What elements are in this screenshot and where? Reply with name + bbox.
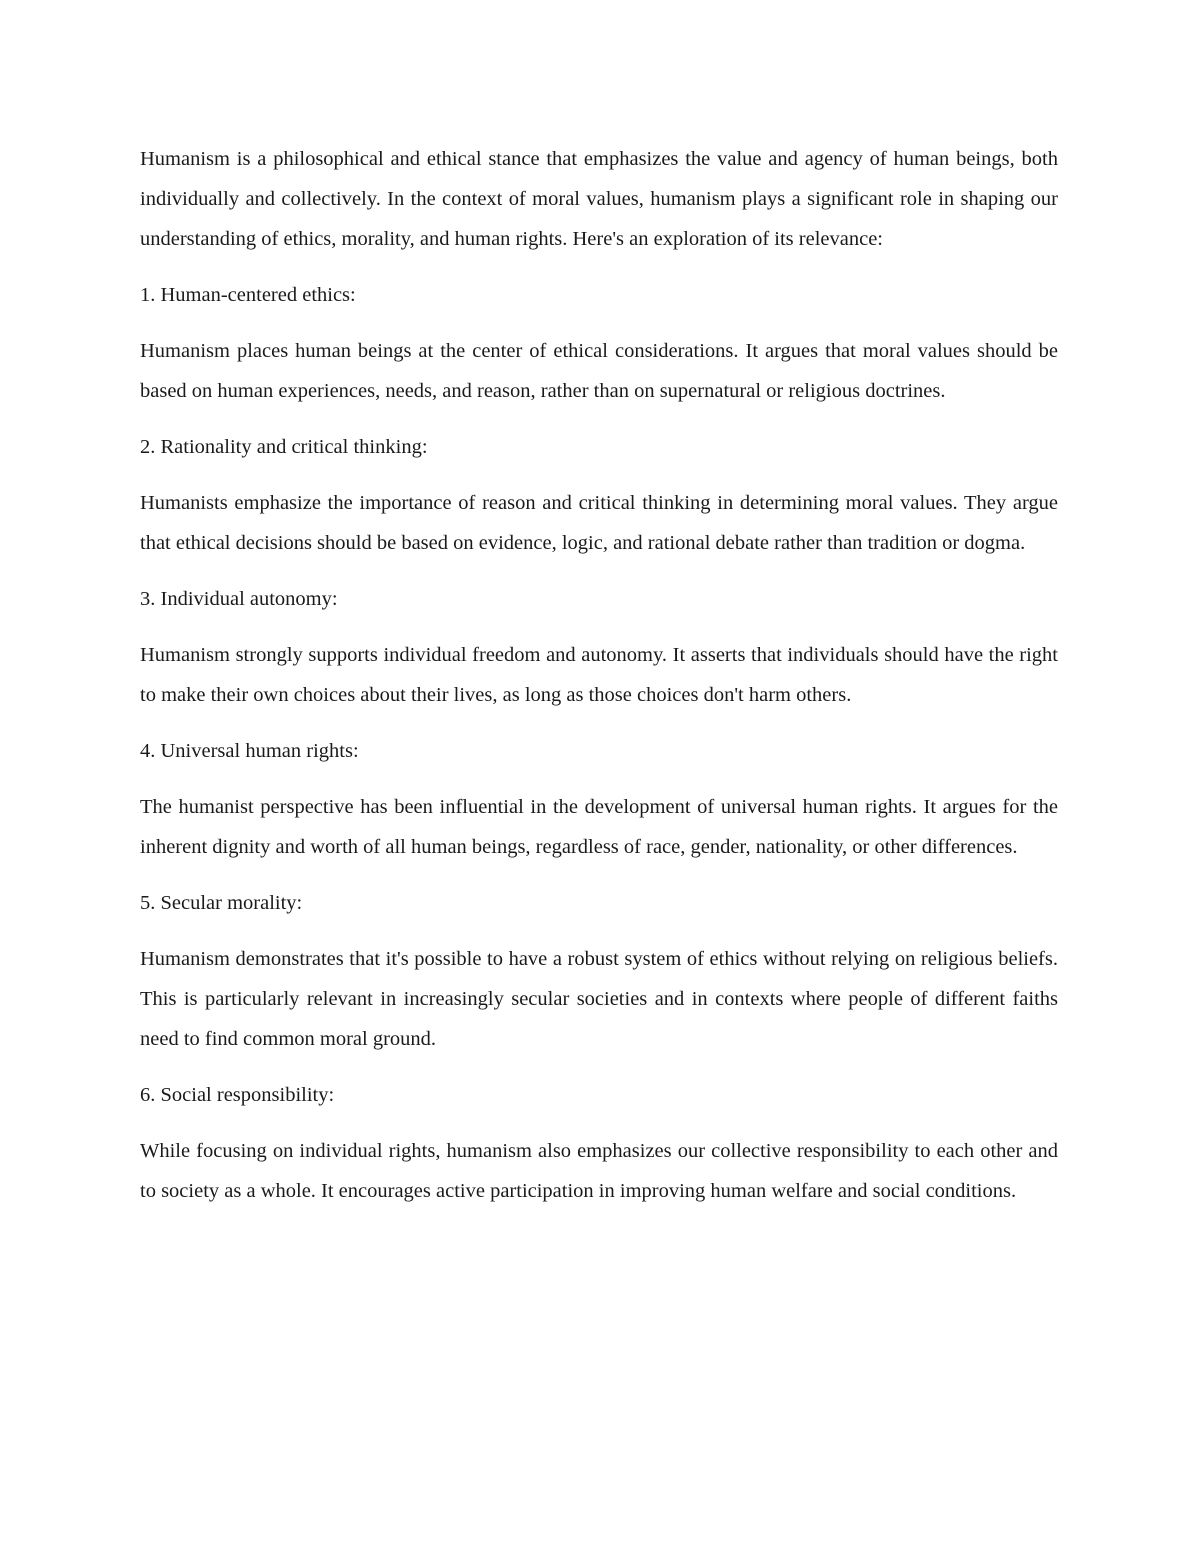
section-body-rationality: Humanists emphasize the importance of reason and critical thinking in determining moral values. They argue that ethical decisions should be based on evidence, logic, and rational debate rather than tradition or dogma. (140, 492, 1058, 554)
section-body-social-responsibility: While focusing on individual rights, humanism also emphasizes our collective responsibility to each other and to society as a whole. It encourages active participation in improving human welfare and social conditions. (140, 1140, 1058, 1202)
section-heading-secular-morality: 5. Secular morality: (140, 892, 303, 914)
section-body-human-centered-ethics: Humanism places human beings at the center of ethical considerations. It argues that moral values should be based on human experiences, needs, and reason, rather than on supernatural or religious doctrines. (140, 340, 1058, 402)
section-heading-rationality: 2. Rationality and critical thinking: (140, 436, 428, 458)
section-heading-universal-human-rights: 4. Universal human rights: (140, 740, 359, 762)
section-body-universal-human-rights: The humanist perspective has been influential in the development of universal human rights. It argues for the inherent dignity and worth of all human beings, regardless of race, gender, nationality, or other differences. (140, 796, 1058, 858)
intro-paragraph: Humanism is a philosophical and ethical stance that emphasizes the value and agency of human beings, both individually and collectively. In the context of moral values, humanism plays a significant role in shaping our understanding of ethics, morality, and human rights. Here's an exploration of its relevance: (140, 148, 1058, 250)
section-body-individual-autonomy: Humanism strongly supports individual freedom and autonomy. It asserts that individuals should have the right to make their own choices about their lives, as long as those choices don't harm others. (140, 644, 1058, 706)
document-page (140, 139, 1058, 1227)
section-body-secular-morality: Humanism demonstrates that it's possible to have a robust system of ethics without relying on religious beliefs. This is particularly relevant in increasingly secular societies and in contexts where people of different faiths need to find common moral ground. (140, 948, 1058, 1050)
section-heading-human-centered-ethics: 1. Human-centered ethics: (140, 284, 356, 306)
section-heading-social-responsibility: 6. Social responsibility: (140, 1084, 335, 1106)
section-heading-individual-autonomy: 3. Individual autonomy: (140, 588, 338, 610)
